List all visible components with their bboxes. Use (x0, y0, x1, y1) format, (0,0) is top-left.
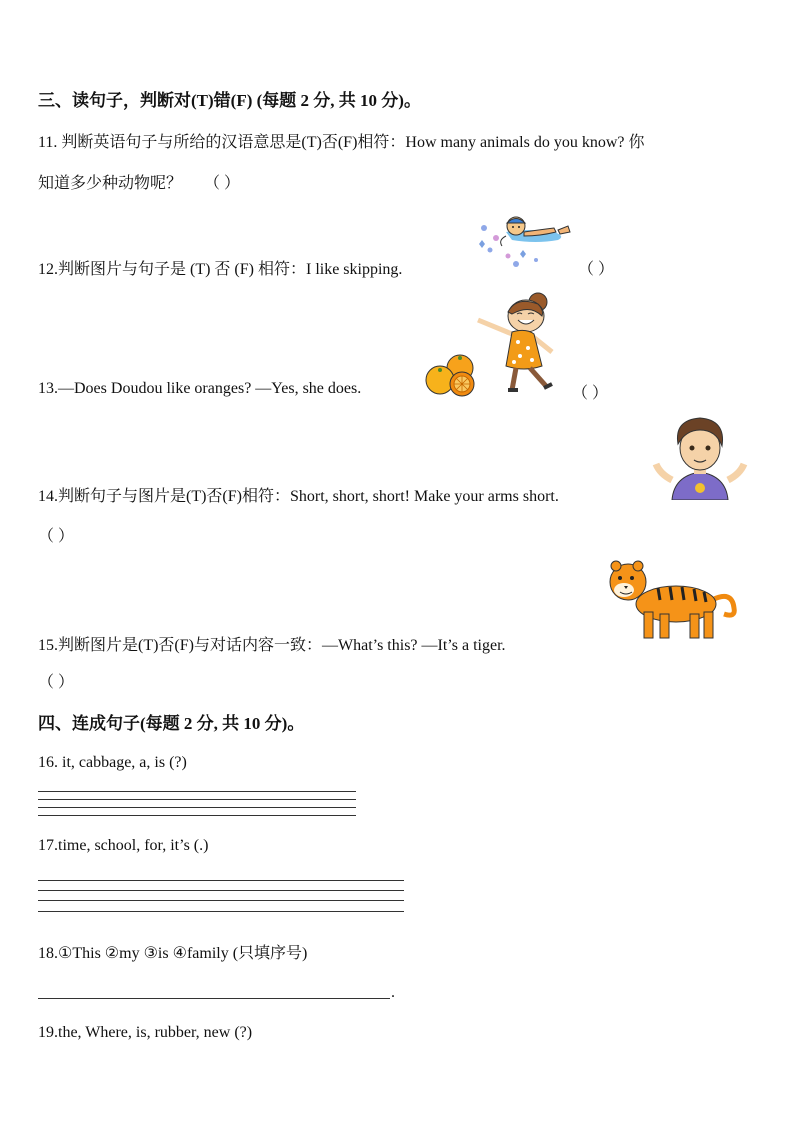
writing-line (38, 890, 404, 891)
writing-line (38, 799, 356, 800)
writing-line (38, 880, 404, 881)
q18-text: 18.①This ②my ③is ④family (只填序号) (38, 945, 308, 962)
q12-text: 12.判断图片与句子是 (T) 否 (F) 相符：I like skipping. (38, 261, 403, 278)
writing-line (38, 900, 404, 901)
girl-dancing-icon (472, 290, 564, 396)
q18-end-mark: . (391, 984, 395, 1001)
section-4-title: 四、连成句子(每题 2 分, 共 10 分)。 (38, 714, 305, 733)
q11-line1: 11. 判断英语句子与所给的汉语意思是(T)否(F)相符：How many animals do you know? 你 (38, 134, 645, 151)
section-3-title: 三、读句子，判断对(T)错(F) (每题 2 分, 共 10 分)。 (38, 91, 421, 110)
q13-answer-blank[interactable]: （ ） (572, 385, 609, 402)
swimming-boy-icon (476, 210, 572, 272)
writing-line (38, 815, 356, 816)
boy-shrugging-icon (652, 414, 748, 500)
q11-line2: 知道多少种动物呢？ (38, 175, 183, 192)
q19-text: 19.the, Where, is, rubber, new (?) (38, 1024, 253, 1041)
writing-line (38, 807, 356, 808)
q14-text: 14.判断句子与图片是(T)否(F)相符：Short, short, short! Make your arms short. (38, 488, 559, 505)
q15-answer-blank[interactable]: （ ） (38, 674, 75, 691)
q11-answer-blank[interactable]: （ ） (204, 175, 241, 192)
q16-text: 16. it, cabbage, a, is (?) (38, 754, 187, 771)
writing-line (38, 791, 356, 792)
tiger-icon (602, 560, 740, 644)
q13-text: 13.—Does Doudou like oranges? —Yes, she does. (38, 380, 362, 397)
oranges-icon (424, 352, 478, 398)
q12-answer-blank[interactable]: （ ） (578, 261, 615, 278)
q15-text: 15.判断图片是(T)否(F)与对话内容一致：—What’s this? —It’s a tiger. (38, 637, 506, 654)
writing-line (38, 911, 404, 912)
q18-answer-line[interactable] (38, 998, 390, 999)
q14-answer-blank[interactable]: （ ） (38, 528, 75, 545)
q17-text: 17.time, school, for, it’s (.) (38, 837, 209, 854)
